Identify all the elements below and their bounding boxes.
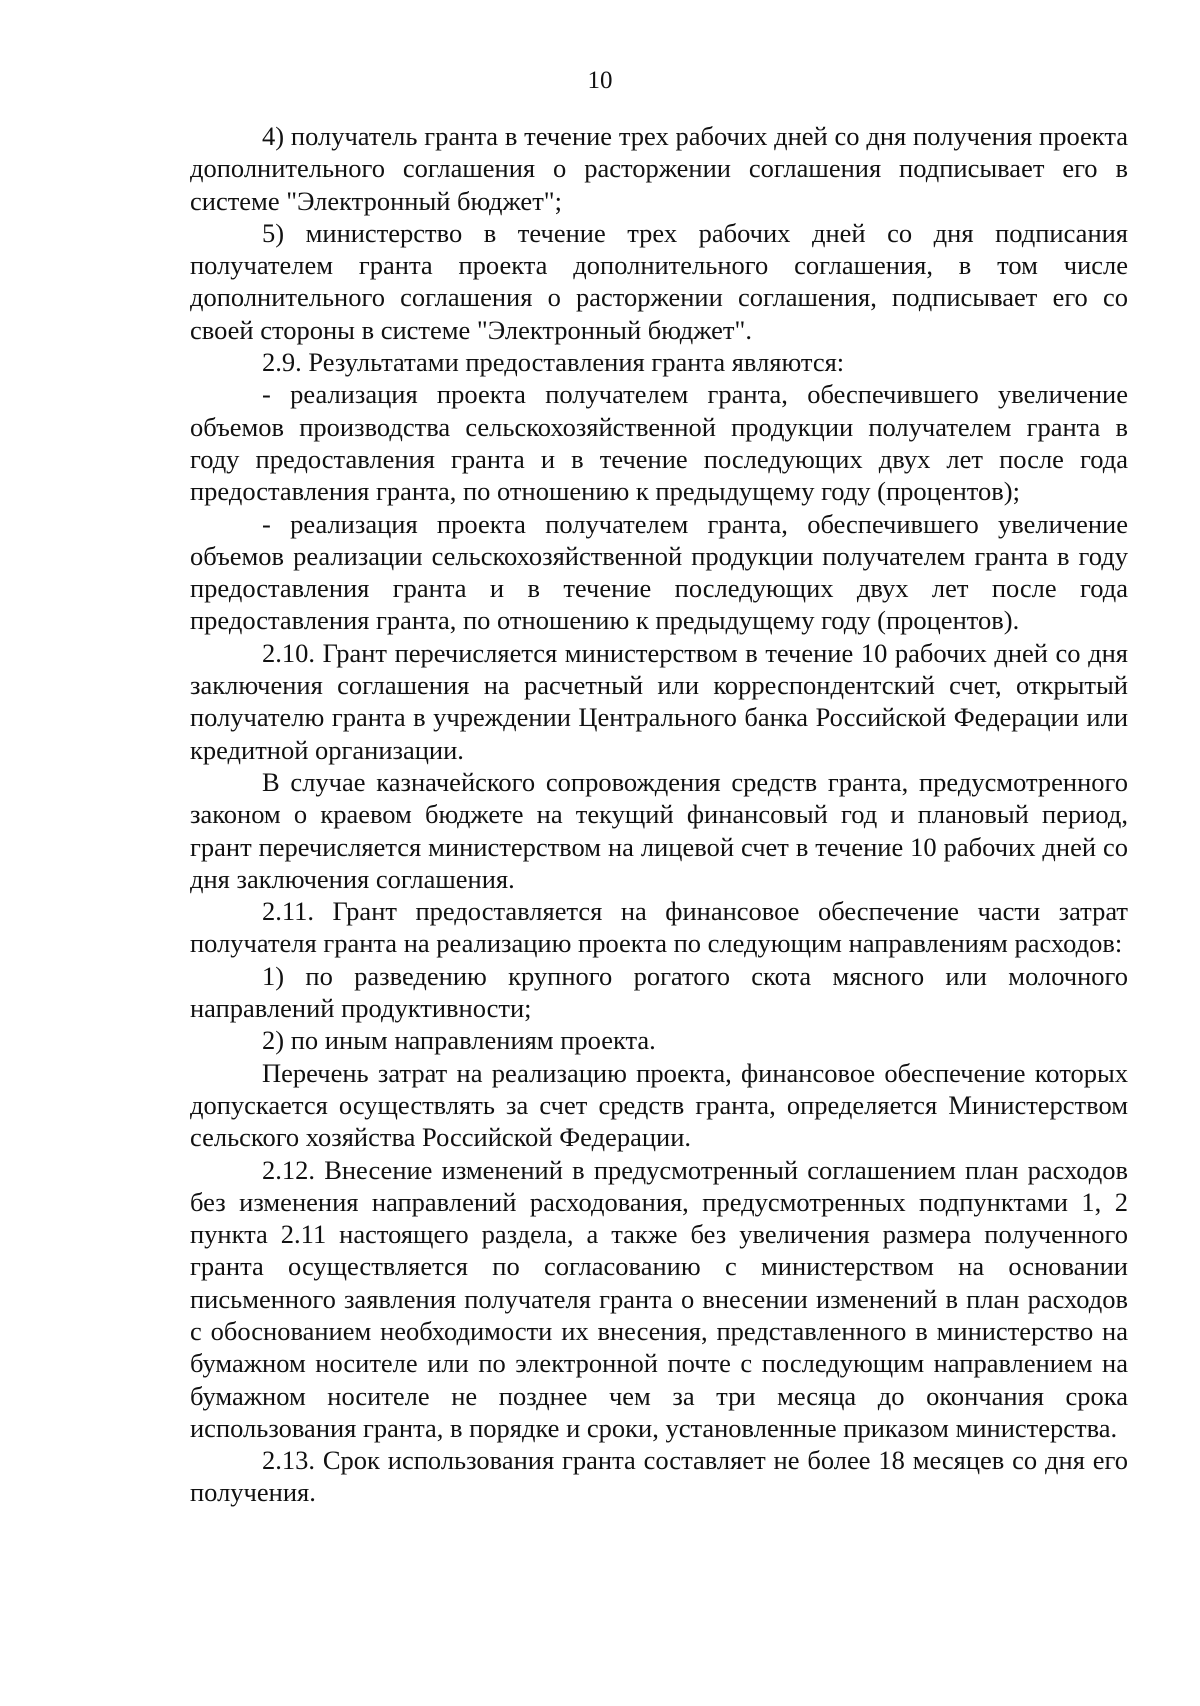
paragraph-2-9: 2.9. Результатами предоставления гранта являются: xyxy=(262,347,845,378)
paragraph-direction-1: 1) по разведению крупного рогатого скота мясного или молочного направлений продуктивности; xyxy=(190,960,1128,1024)
paragraph-treasury-support: В случае казначейского сопровождения средств гранта, предусмотренного законом о краевом бюджете на текущий финансовый год и плановый период, грант перечисляется министерством на лицевой счет в течение 10 рабочих дней со дня заключения соглашения. xyxy=(190,766,1128,894)
page-number: 10 xyxy=(587,67,613,94)
paragraph-2-10: 2.10. Грант перечисляется министерством в течение 10 рабочих дней со дня заключения соглашения на расчетный или корреспондентский счет, открытый получателю гранта в учреждении Центрального банка Российской Федерации или кредитной организации. xyxy=(190,637,1128,765)
paragraph-result-sales: - реализация проекта получателем гранта, обеспечившего увеличение объемов реализации сельскохозяйственной продукции получателем гранта в году предоставления гранта и в течение последующих двух лет после года предоставления гранта, по отношению к предыдущему году (процентов). xyxy=(190,508,1128,636)
paragraph-item-5: 5) министерство в течение трех рабочих дней со дня подписания получателем гранта проекта дополнительного соглашения, в том числе дополнительного соглашения о расторжении соглашения, подписывает его со своей стороны в системе "Электронный бюджет". xyxy=(190,217,1128,345)
paragraph-result-production: - реализация проекта получателем гранта, обеспечившего увеличение объемов производства сельскохозяйственной продукции получателем гранта в году предоставления гранта и в течение последующих двух лет после года предоставления гранта, по отношению к предыдущему году (процентов); xyxy=(190,379,1128,507)
paragraph-2-11: 2.11. Грант предоставляется на финансовое обеспечение части затрат получателя гранта на реализацию проекта по следующим направлениям расходов: xyxy=(190,896,1128,959)
paragraph-cost-list: Перечень затрат на реализацию проекта, финансовое обеспечение которых допускается осуществлять за счет средств гранта, определяется Министерством сельского хозяйства Российской Федерации. xyxy=(190,1057,1128,1153)
paragraph-direction-2: 2) по иным направлениям проекта. xyxy=(262,1025,656,1056)
document-body xyxy=(190,120,1128,1509)
paragraph-2-12: 2.12. Внесение изменений в предусмотренный соглашением план расходов без изменения направлений расходования, предусмотренных подпунктами 1, 2 пункта 2.11 настоящего раздела, а также без увеличения размера полученного гранта осуществляется по согласованию с министерством на основании письменного заявления получателя гранта о внесении изменений в план расходов с обоснованием необходимости их внесения, представленного в министерство на бумажном носителе или по электронной почте с последующим направлением на бумажном носителе не позднее чем за три месяца до окончания срока использования гранта, в порядке и сроки, установленные приказом министерства. xyxy=(190,1154,1128,1443)
paragraph-item-4: 4) получатель гранта в течение трех рабочих дней со дня получения проекта дополнительного соглашения о расторжении соглашения подписывает его в системе "Электронный бюджет"; xyxy=(190,121,1128,216)
paragraph-2-13: 2.13. Срок использования гранта составляет не более 18 месяцев со дня его получения. xyxy=(190,1445,1128,1508)
